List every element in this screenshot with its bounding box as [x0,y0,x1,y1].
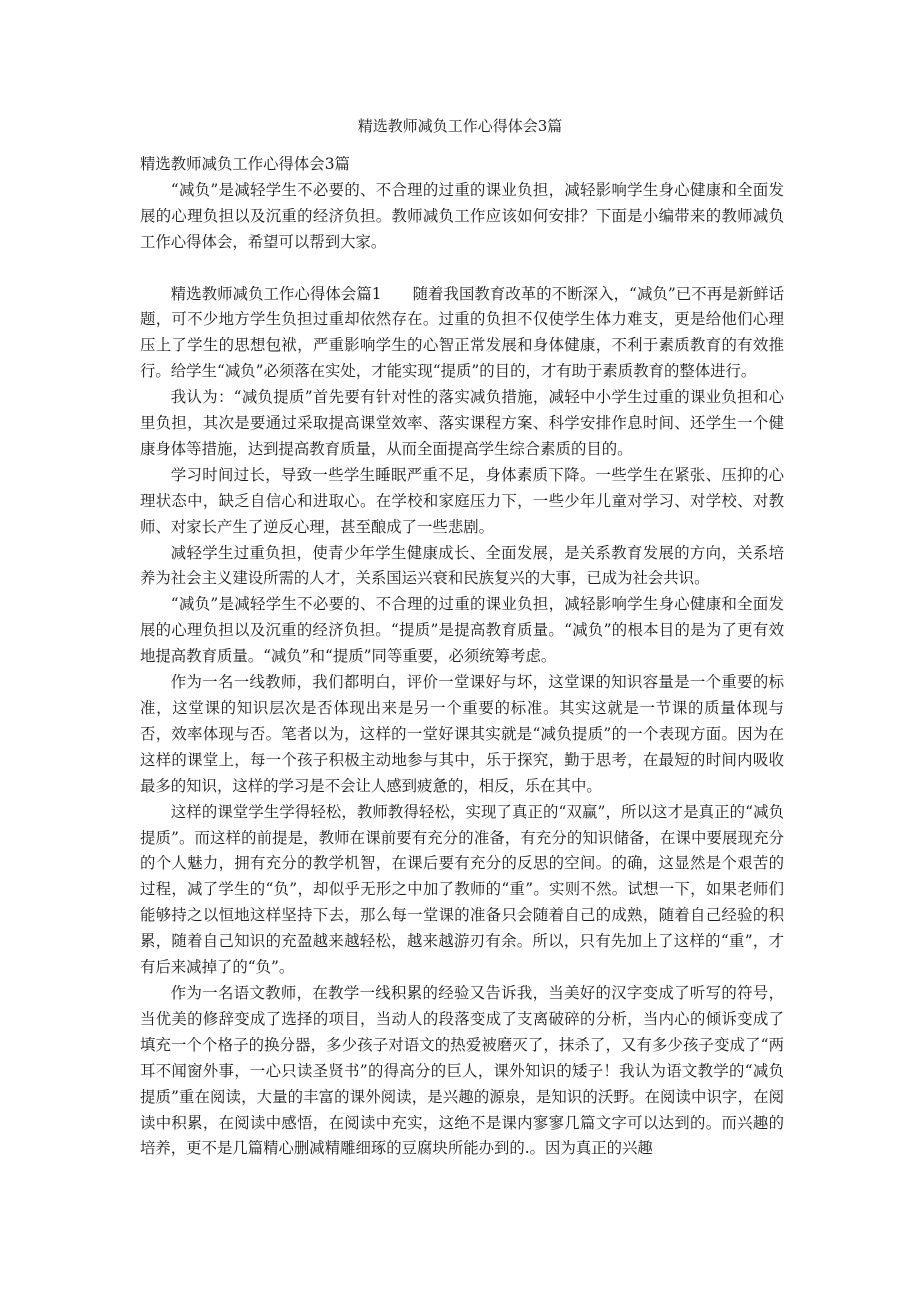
paragraph: 作为一名语文教师，在教学一线积累的经验又告诉我，当美好的汉字变成了听写的符号，当优美的修辞变成了选择的项目，当动人的段落变成了支离破碎的分析，当内心的倾诉变成了填充一个个格子的换分器，多少孩子对语文的热爱被磨灭了，抹杀了，又有多少孩子变成了“两耳不闻窗外事，一心只读圣贤书”的得高分的巨人，课外知识的矮子！我认为语文教学的“减负提质”重在阅读，大量的丰富的课外阅读，是兴趣的源泉，是知识的沃野。在阅读中识字，在阅读中积累，在阅读中感悟，在阅读中充实，这绝不是课内寥寥几篇文字可以达到的。而兴趣的培养，更不是几篇精心删减精雕细琢的豆腐块所能办到的.。因为真正的兴趣 [140,983,784,1158]
document-subtitle: 精选教师减负工作心得体会3篇 [140,155,350,173]
paragraph-intro: “减负”是减轻学生不必要的、不合理的过重的课业负担，减轻影响学生身心健康和全面发展的心理负担以及沉重的经济负担。教师减负工作应该如何安排？下面是小编带来的教师减负工作心得体会，希望可以帮到大家。 [140,180,784,251]
paragraph: 我认为：“减负提质”首先要有针对性的落实减负措施，减轻中小学生过重的课业负担和心里负担，其次是要通过采取提高课堂效率、落实课程方案、科学安排作息时间、还学生一个健康身体等措施，达到提高教育质量，从而全面提高学生综合素质的目的。 [140,388,784,458]
document-title: 精选教师减负工作心得体会3篇 [357,117,563,135]
paragraph: 作为一名一线教师，我们都明白，评价一堂课好与坏，这堂课的知识容量是一个重要的标准，这堂课的知识层次是否体现出来是另一个重要的标准。其实这就是一节课的质量体现与否，效率体现与否。笔者以为，这样的一堂好课其实就是“减负提质”的一个表现方面。因为在这样的课堂上，每一个孩子积极主动地参与其中，乐于探究，勤于思考，在最短的时间内吸收最多的知识，这样的学习是不会让人感到疲惫的，相反，乐在其中。 [140,673,784,795]
document-body [140,152,784,1162]
paragraph: 减轻学生过重负担，使青少年学生健康成长、全面发展，是关系教育发展的方向，关系培养为社会主义建设所需的人才，关系国运兴衰和民族复兴的大事，已成为社会共识。 [140,543,784,588]
paragraph: 这样的课堂学生学得轻松，教师教得轻松，实现了真正的“双赢”，所以这才是真正的“减负提质”。而这样的前提是，教师在课前要有充分的准备，有充分的知识储备，在课中要展现充分的个人魅力，拥有充分的教学机智，在课后要有充分的反思的空间。的确，这显然是个艰苦的过程，减了学生的“负”，却似乎无形之中加了教师的“重”。实则不然。试想一下，如果老师们能够持之以恒地这样坚持下去，那么每一堂课的准备只会随着自己的成熟，随着自己经验的积累，随着自己知识的充盈越来越轻松，越来越游刃有余。所以，只有先加上了这样的“重”，才有后来减掉了的“负”。 [140,802,784,977]
paragraph: 学习时间过长，导致一些学生睡眠严重不足，身体素质下降。一些学生在紧张、压抑的心理状态中，缺乏自信心和进取心。在学校和家庭压力下，一些少年儿童对学习、对学校、对教师、对家长产生了逆反心理，甚至酿成了一些悲剧。 [140,465,784,536]
paragraph: “减负”是减轻学生不必要的、不合理的过重的课业负担，减轻影响学生身心健康和全面发展的心理负担以及沉重的经济负担。“提质”是提高教育质量。“减负”的根本目的是为了更有效地提高教育质量。“减负”和“提质”同等重要，必须统筹考虑。 [140,595,784,666]
paragraph-section-1: 精选教师减负工作心得体会篇1 随着我国教育改革的不断深入，“减负”已不再是新鲜话题，可不少地方学生负担过重却依然存在。过重的负担不仅使学生体力难支，更是给他们心理压上了学生的思想包袱，严重影响学生的心智正常发展和身体健康，不利于素质教育的有效推行。给学生“减负”必须落在实处，才能实现“提质”的目的，才有助于素质教育的整体进行。 [140,284,784,381]
blank-line [140,256,784,282]
